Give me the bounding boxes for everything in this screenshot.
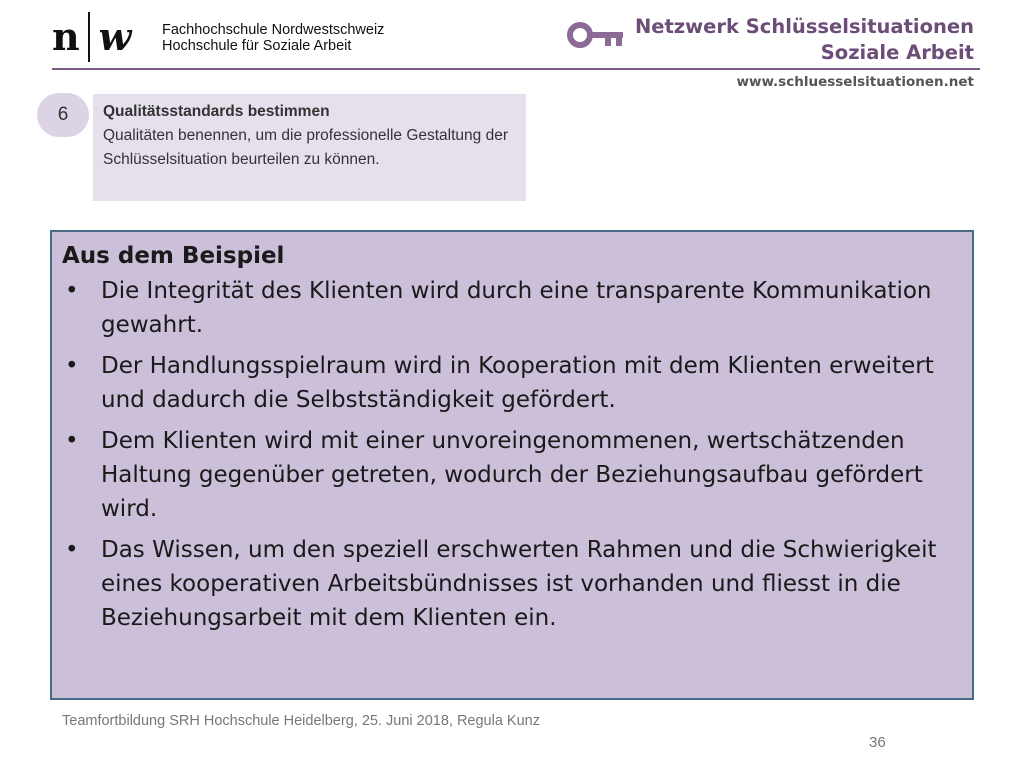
step-number-badge: 6 xyxy=(37,93,89,137)
example-content-box xyxy=(50,230,974,700)
content-heading: Aus dem Beispiel xyxy=(62,243,285,269)
footer-text: Teamfortbildung SRH Hochschule Heidelberg, 25. Juni 2018, Regula Kunz xyxy=(62,713,540,729)
logo-divider xyxy=(88,12,90,62)
list-item-text: Das Wissen, um den speziell erschwerten Rahmen und die Schwierigkeit eines kooperativen Arbeitsbündnisses ist vorhanden und fliesst in die Beziehungsarbeit mit dem Klienten ein. xyxy=(101,537,937,631)
bullet-icon: • xyxy=(65,428,79,454)
step-description-box xyxy=(93,94,526,201)
step-title: Qualitätsstandards bestimmen xyxy=(103,103,330,120)
list-item xyxy=(62,533,958,635)
bullet-icon: • xyxy=(65,537,79,563)
fhnw-logo-mark xyxy=(52,14,132,59)
list-item xyxy=(62,349,958,417)
school-name-line1: Fachhochschule Nordwestschweiz xyxy=(162,22,385,38)
key-icon xyxy=(567,20,625,50)
logo-letter-n: n xyxy=(52,14,81,59)
network-logo xyxy=(635,14,974,66)
bullet-icon: • xyxy=(65,278,79,304)
network-title-line1: Netzwerk Schlüsselsituationen xyxy=(634,15,974,38)
list-item xyxy=(62,424,958,526)
list-item-text: Die Integrität des Klienten wird durch eine transparente Kommunikation gewahrt. xyxy=(101,278,932,338)
network-title-line2: Soziale Arbeit xyxy=(820,41,974,64)
logo-letter-w: w xyxy=(98,14,133,59)
school-name xyxy=(162,22,384,54)
bullet-list xyxy=(62,274,958,635)
bullet-icon: • xyxy=(65,353,79,379)
school-name-line2: Hochschule für Soziale Arbeit xyxy=(162,38,352,54)
step-description: Qualitäten benennen, um die professionelle Gestaltung der Schlüsselsituation beurteilen zu können. xyxy=(103,127,508,168)
page-number: 36 xyxy=(869,734,886,751)
list-item-text: Dem Klienten wird mit einer unvoreingenommenen, wertschätzenden Haltung gegenüber getreten, wodurch der Beziehungsaufbau gefördert wird. xyxy=(101,428,923,522)
list-item xyxy=(62,274,958,342)
list-item-text: Der Handlungsspielraum wird in Kooperation mit dem Klienten erweitert und dadurch die Selbstständigkeit gefördert. xyxy=(101,353,934,413)
header-divider xyxy=(52,68,980,70)
website-url: www.schluesselsituationen.net xyxy=(736,74,974,90)
